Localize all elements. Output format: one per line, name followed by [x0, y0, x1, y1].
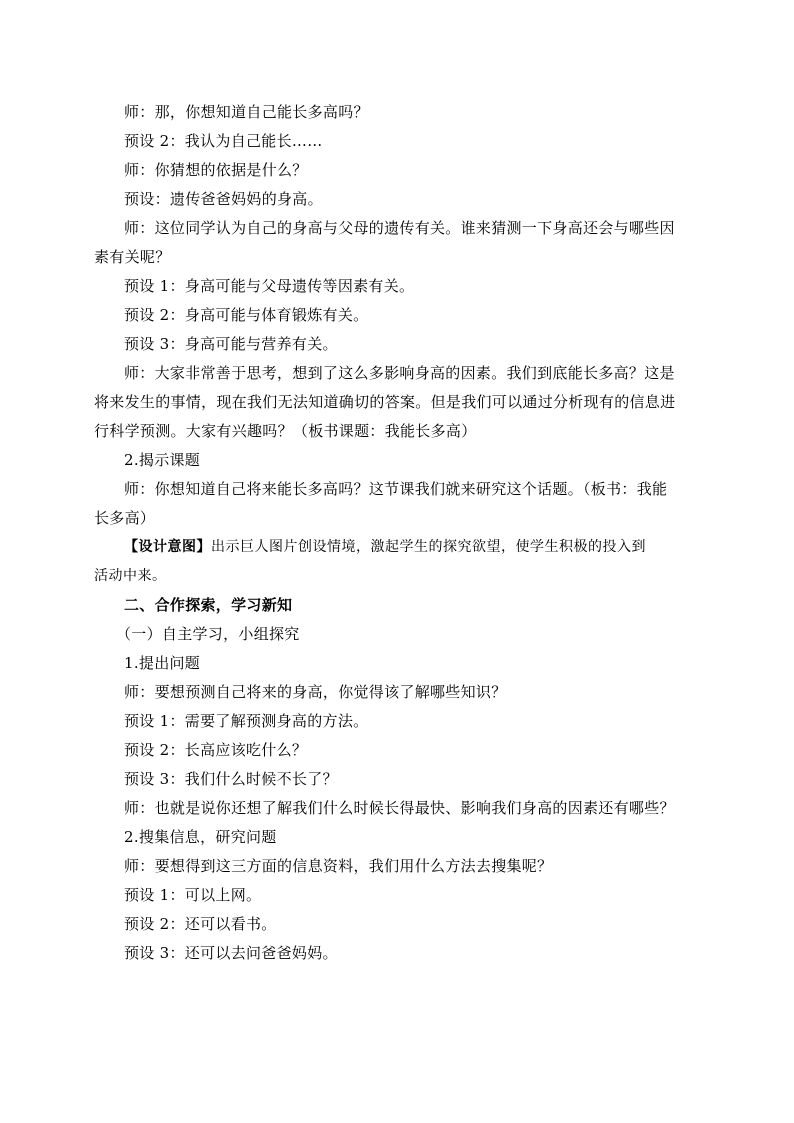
- teacher-question-height: 师：那，你想知道自己能长多高吗？: [124, 103, 369, 121]
- note-line: [94, 533, 700, 562]
- subheading-ask-question: 1.提出问题: [124, 654, 201, 672]
- subheading-reveal-topic: 2.揭示课题: [124, 451, 201, 469]
- paragraph-line: 师：这位同学认为自己的身高与父母的遗传有关。谁来猜测一下身高还会与哪些因: [124, 219, 675, 237]
- document-body: [94, 98, 700, 968]
- preset-factor-2: 预设 2：身高可能与体育锻炼有关。: [124, 306, 369, 324]
- paragraph-line: 行科学预测。大家有兴趣吗？（板书课题：我能长多高）: [94, 422, 477, 440]
- design-intent-text: 出示巨人图片创设情境，激起学生的探究欲望，使学生积极的投入到: [211, 539, 646, 555]
- teacher-paragraph-topic: [94, 475, 700, 533]
- preset-knowledge-3: 预设 3：我们什么时候不长了？: [124, 770, 338, 788]
- teacher-paragraph-prediction: [94, 359, 700, 446]
- teacher-question-basis: 师：你猜想的依据是什么？: [124, 161, 308, 179]
- design-intent-note: [94, 533, 700, 591]
- teacher-question-method: 师：要想得到这三方面的信息资料，我们用什么方法去搜集呢？: [124, 857, 553, 875]
- preset-knowledge-1: 预设 1：需要了解预测身高的方法。: [124, 712, 369, 730]
- teacher-summary: 师：也就是说你还想了解我们什么时候长得最快、影响我们身高的因素还有哪些？: [124, 799, 675, 817]
- preset-knowledge-2: 预设 2：长高应该吃什么？: [124, 741, 308, 759]
- preset-factor-3: 预设 3：身高可能与营养有关。: [124, 335, 338, 353]
- teacher-question-knowledge: 师：要想预测自己将来的身高，你觉得该了解哪些知识？: [124, 683, 507, 701]
- preset-factor-1: 预设 1：身高可能与父母遗传等因素有关。: [124, 277, 415, 295]
- design-intent-label: 【设计意图】: [124, 539, 211, 555]
- paragraph-line: 素有关呢？: [94, 248, 171, 266]
- preset-method-3: 预设 3：还可以去问爸爸妈妈。: [124, 944, 338, 962]
- note-line: 活动中来。: [94, 568, 167, 584]
- subsection-heading-1: （一）自主学习，小组探究: [116, 625, 300, 643]
- paragraph-line: 师：你想知道自己将来能长多高吗？这节课我们就来研究这个话题。（板书：我能: [124, 480, 668, 498]
- preset-answer-2: 预设 2：我认为自己能长……: [124, 132, 323, 150]
- paragraph-line: 将来发生的事情，现在我们无法知道确切的答案。但是我们可以通过分析现有的信息进: [94, 393, 676, 411]
- section-heading-2: 二、合作探索，学习新知: [124, 596, 293, 614]
- preset-answer-heredity: 预设：遗传爸爸妈妈的身高。: [124, 190, 323, 208]
- paragraph-line: 长多高）: [94, 509, 156, 527]
- subheading-collect-info: 2.搜集信息，研究问题: [124, 828, 277, 846]
- teacher-paragraph-factors: [94, 214, 700, 272]
- paragraph-line: 师：大家非常善于思考，想到了这么多影响身高的因素。我们到底能长多高？这是: [124, 364, 675, 382]
- preset-method-1: 预设 1：可以上网。: [124, 886, 262, 904]
- preset-method-2: 预设 2：还可以看书。: [124, 915, 277, 933]
